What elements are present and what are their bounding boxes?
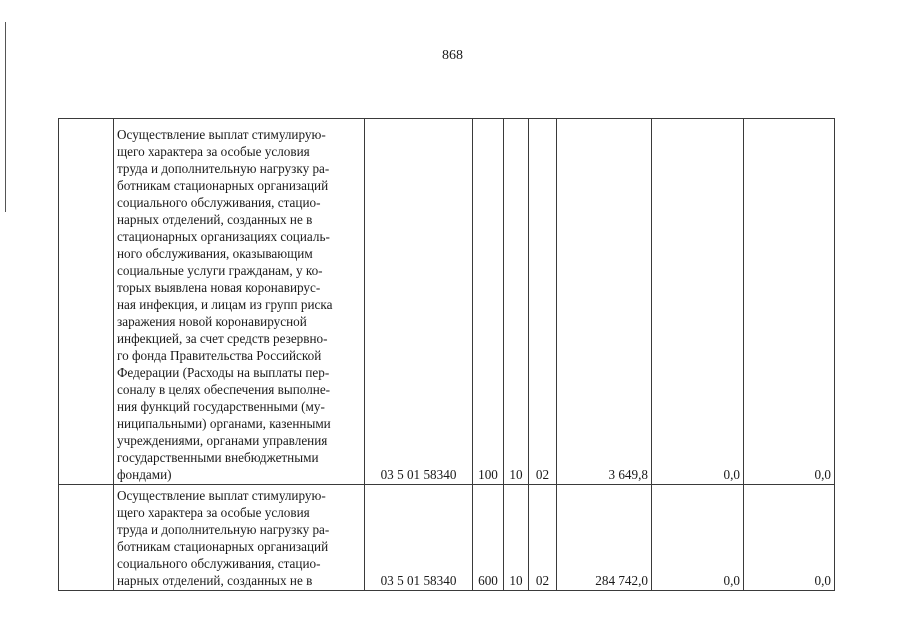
description-line: ниципальными) органами, казенными [117, 416, 331, 431]
description-line: учреждениями, органами управления [117, 433, 328, 448]
description-line: государственными внебюджетными [117, 450, 319, 465]
description-line: труда и дополнительную нагрузку ра- [117, 161, 330, 176]
sum-cell-3: 0,0 [744, 485, 835, 591]
description-line: ботникам стационарных организаций [117, 539, 329, 554]
description-line: го фонда Правительства Российской [117, 348, 322, 363]
description-line: ботникам стационарных организаций [117, 178, 329, 193]
description-line: стационарных организациях социаль- [117, 229, 330, 244]
row-number-cell [59, 485, 114, 591]
page-number: 868 [442, 48, 463, 63]
target-code-cell: 03 5 01 58340 [365, 485, 473, 591]
subsection-cell: 02 [529, 485, 557, 591]
description-line: щего характера за особые условия [117, 505, 310, 520]
subsection-cell: 02 [529, 119, 557, 485]
description-line: нарных отделений, созданных не в [117, 212, 313, 227]
description-line: социального обслуживания, стацио- [117, 195, 321, 210]
sum-cell-1: 3 649,8 [557, 119, 652, 485]
description-line: ного обслуживания, оказывающим [117, 246, 313, 261]
description-line: ния функций государственными (му- [117, 399, 325, 414]
sum-cell-2: 0,0 [652, 119, 744, 485]
budget-table [58, 118, 835, 591]
description-cell [114, 119, 365, 485]
sum-cell-3: 0,0 [744, 119, 835, 485]
description-line: нарных отделений, созданных не в [117, 573, 313, 588]
expense-type-cell: 600 [473, 485, 504, 591]
description-line: фондами) [117, 467, 172, 482]
description-line: социального обслуживания, стацио- [117, 556, 321, 571]
table-row [59, 119, 835, 485]
section-cell: 10 [504, 485, 529, 591]
sum-cell-2: 0,0 [652, 485, 744, 591]
expense-type-cell: 100 [473, 119, 504, 485]
description-cell [114, 485, 365, 591]
target-code-cell: 03 5 01 58340 [365, 119, 473, 485]
table-row [59, 485, 835, 591]
description-line: щего характера за особые условия [117, 144, 310, 159]
description-line: соналу в целях обеспечения выполне- [117, 382, 331, 397]
description-line: инфекцией, за счет средств резервно- [117, 331, 328, 346]
description-line: труда и дополнительную нагрузку ра- [117, 522, 330, 537]
description-line: ная инфекция, и лицам из групп риска [117, 297, 333, 312]
description-line: социальные услуги гражданам, у ко- [117, 263, 323, 278]
row-number-cell [59, 119, 114, 485]
description-line: заражения новой коронавирусной [117, 314, 307, 329]
description-line: Федерации (Расходы на выплаты пер- [117, 365, 330, 380]
section-cell: 10 [504, 119, 529, 485]
description-line: Осуществление выплат стимулирую- [117, 488, 326, 503]
sum-cell-1: 284 742,0 [557, 485, 652, 591]
description-line: Осуществление выплат стимулирую- [117, 127, 326, 142]
description-line: торых выявлена новая коронавирус- [117, 280, 321, 295]
